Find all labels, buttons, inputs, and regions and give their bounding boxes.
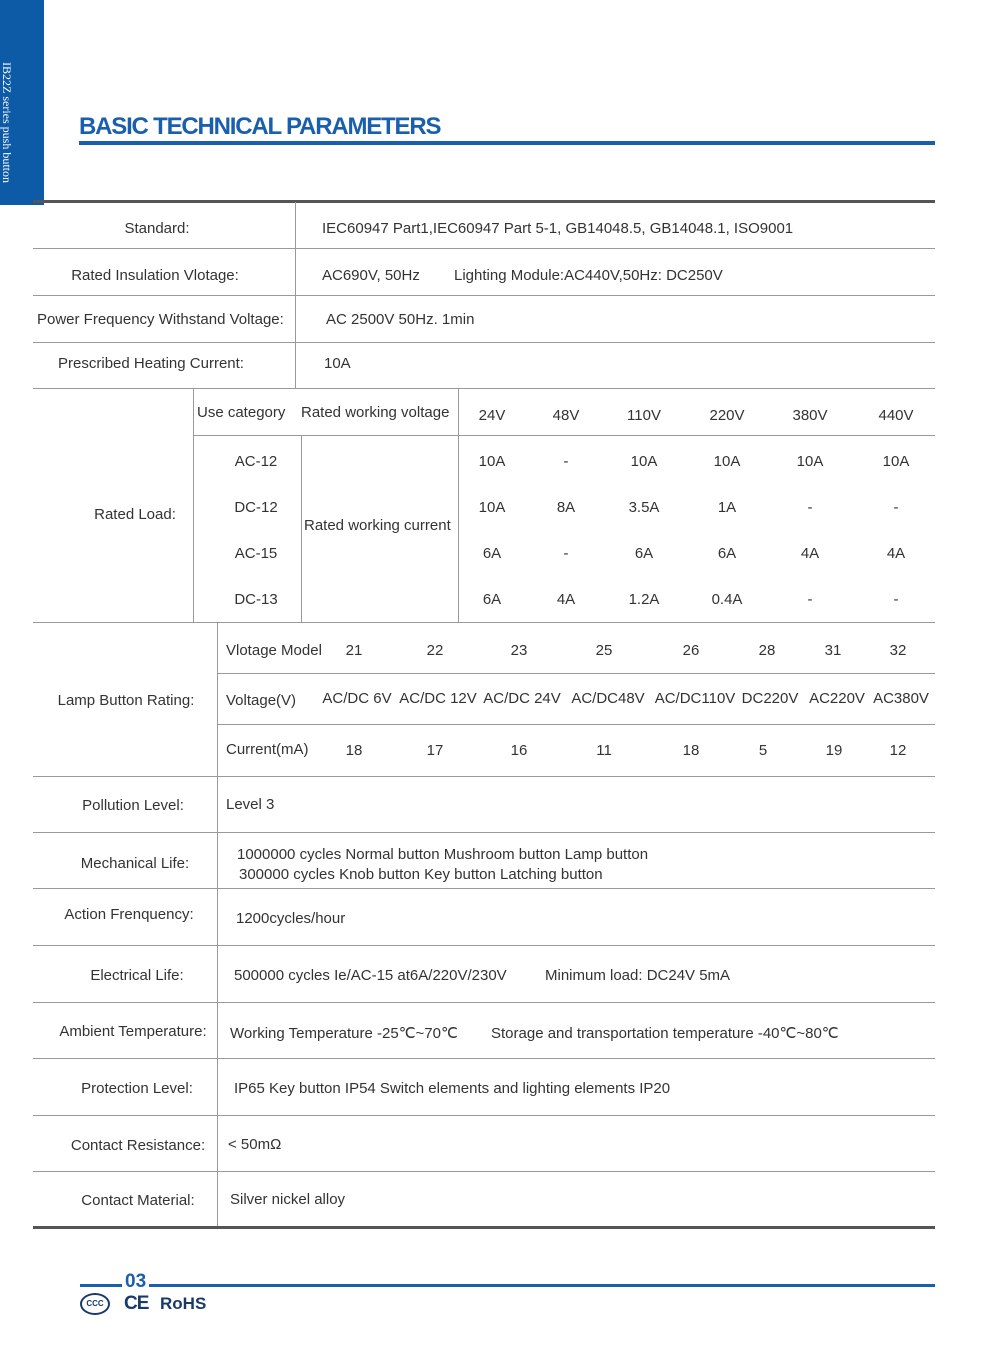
row-divider (33, 295, 935, 296)
model-cell: 25 (595, 642, 613, 659)
ambient-value: Working Temperature -25℃~70℃ (230, 1025, 458, 1042)
current-cell: 3.5A (628, 499, 660, 516)
contact-material-label: Contact Material: (81, 1192, 195, 1209)
voltage-header-cell: 110V (627, 407, 661, 424)
protection-label: Protection Level: (81, 1080, 193, 1097)
column-divider (458, 388, 459, 622)
lamp-voltage-cell: AC/DC110V (654, 690, 736, 707)
rohs-logo: RoHS (160, 1294, 207, 1313)
rated-voltage-header: Rated working voltage (301, 404, 450, 421)
mechanical-line-1: 1000000 cycles Normal button Mushroom button Lamp button (237, 846, 649, 863)
row-divider (33, 1002, 935, 1003)
lamp-current-cell: 16 (510, 742, 528, 759)
lamp-voltage-cell: AC/DC 12V (399, 690, 477, 707)
lamp-current-cell: 5 (758, 742, 768, 759)
lamp-voltage-label: Voltage(V) (226, 692, 297, 709)
electrical-value-2: Minimum load: DC24V 5mA (545, 967, 731, 984)
lamp-current-cell: 19 (825, 742, 843, 759)
use-category-header: Use category (197, 404, 286, 421)
current-cell: - (807, 499, 813, 516)
protection-value: IP65 Key button IP54 Switch elements and lighting elements IP20 (234, 1080, 671, 1097)
lamp-current-label: Current(mA) (226, 741, 309, 758)
model-cell: 26 (682, 642, 700, 659)
current-cell: 6A (634, 545, 654, 562)
insulation-value: AC690V, 50Hz (322, 267, 420, 284)
row-divider (33, 776, 935, 777)
heating-label: Prescribed Heating Current: (58, 355, 244, 372)
pollution-label: Pollution Level: (82, 797, 184, 814)
current-cell: 4A (886, 545, 906, 562)
electrical-value: 500000 cycles Ie/AC-15 at6A/220V/230V (234, 967, 507, 984)
action-label: Action Frenquency: (64, 906, 194, 923)
heating-value: 10A (324, 355, 351, 372)
model-cell: 23 (510, 642, 528, 659)
current-cell: - (807, 591, 813, 608)
current-cell: 0.4A (711, 591, 743, 608)
footer-rule (80, 1284, 935, 1287)
current-cell: 10A (478, 453, 506, 470)
row-divider (193, 435, 935, 436)
contact-resistance-label: Contact Resistance: (70, 1137, 206, 1154)
category-cell: AC-12 (234, 453, 278, 470)
current-cell: 8A (556, 499, 576, 516)
page-number: 03 (122, 1271, 149, 1293)
ccc-logo: CCC (80, 1293, 110, 1315)
column-divider (217, 622, 218, 1226)
side-label: IB22Z series push button (0, 62, 14, 183)
standard-value: IEC60947 Part1,IEC60947 Part 5-1, GB14048.5, GB14048.1, ISO9001 (322, 220, 794, 237)
title-rule (79, 141, 935, 145)
lamp-rating-label: Lamp Button Rating: (57, 692, 195, 709)
withstand-label: Power Frequency Withstand Voltage: (37, 311, 284, 328)
current-cell: 10A (478, 499, 506, 516)
current-cell: - (893, 591, 899, 608)
rated-load-label: Rated Load: (94, 506, 176, 523)
ambient-value-2: Storage and transportation temperature -40℃~80℃ (491, 1025, 839, 1042)
lamp-voltage-cell: AC220V (809, 690, 865, 707)
voltage-header-cell: 440V (878, 407, 914, 424)
rated-current-label: Rated working current (304, 517, 451, 534)
standard-label: Standard: (124, 220, 190, 237)
row-divider (33, 388, 935, 389)
action-value: 1200cycles/hour (236, 910, 346, 927)
contact-material-value: Silver nickel alloy (230, 1191, 346, 1208)
current-cell: 10A (713, 453, 741, 470)
row-divider (33, 945, 935, 946)
current-cell: 4A (800, 545, 820, 562)
current-cell: - (563, 453, 569, 470)
ce-logo: CE (124, 1293, 149, 1314)
row-divider (33, 888, 935, 889)
model-cell: 31 (824, 642, 842, 659)
contact-resistance-value: < 50mΩ (228, 1136, 282, 1153)
column-divider (301, 435, 302, 622)
current-cell: 10A (630, 453, 658, 470)
voltage-model-label: Vlotage Model (226, 642, 322, 659)
voltage-header-cell: 48V (552, 407, 580, 424)
lamp-voltage-cell: AC/DC 24V (483, 690, 561, 707)
current-cell: 10A (882, 453, 910, 470)
row-divider (33, 248, 935, 249)
current-cell: 1A (717, 499, 737, 516)
lamp-current-cell: 12 (889, 742, 907, 759)
category-cell: DC-12 (234, 499, 278, 516)
row-divider (218, 724, 935, 725)
mechanical-label: Mechanical Life: (80, 855, 190, 872)
row-divider (33, 832, 935, 833)
current-cell: 6A (482, 545, 502, 562)
page-title: BASIC TECHNICAL PARAMETERS (79, 113, 441, 140)
insulation-value-2: Lighting Module:AC440V,50Hz: DC250V (454, 267, 723, 284)
current-cell: 4A (556, 591, 576, 608)
row-divider (33, 622, 935, 623)
voltage-header-cell: 380V (792, 407, 828, 424)
lamp-current-cell: 18 (345, 742, 363, 759)
lamp-current-cell: 11 (596, 742, 612, 759)
model-cell: 21 (345, 642, 363, 659)
insulation-label: Rated Insulation Vlotage: (71, 267, 239, 284)
ambient-label: Ambient Temperature: (59, 1023, 207, 1040)
table-bottom-border (33, 1226, 935, 1229)
pollution-value: Level 3 (226, 796, 275, 813)
column-divider (295, 202, 296, 388)
table-top-border (33, 200, 935, 203)
voltage-header-cell: 220V (709, 407, 745, 424)
electrical-label: Electrical Life: (90, 967, 184, 984)
lamp-voltage-cell: AC380V (873, 690, 929, 707)
model-cell: 22 (426, 642, 444, 659)
lamp-voltage-cell: AC/DC48V (571, 690, 645, 707)
category-cell: AC-15 (234, 545, 278, 562)
lamp-voltage-cell: AC/DC 6V (322, 690, 392, 707)
current-cell: 10A (796, 453, 824, 470)
row-divider (33, 342, 935, 343)
mechanical-line-2: 300000 cycles Knob button Key button Latching button (239, 866, 603, 883)
model-cell: 32 (889, 642, 907, 659)
current-cell: - (563, 545, 569, 562)
current-cell: 1.2A (628, 591, 660, 608)
row-divider (33, 1171, 935, 1172)
row-divider (33, 1115, 935, 1116)
lamp-current-cell: 18 (682, 742, 700, 759)
row-divider (218, 673, 935, 674)
current-cell: 6A (717, 545, 737, 562)
withstand-value: AC 2500V 50Hz. 1min (326, 311, 475, 328)
column-divider (193, 388, 194, 622)
voltage-header-cell: 24V (478, 407, 506, 424)
current-cell: - (893, 499, 899, 516)
model-cell: 28 (758, 642, 776, 659)
current-cell: 6A (482, 591, 502, 608)
category-cell: DC-13 (234, 591, 278, 608)
lamp-voltage-cell: DC220V (741, 690, 799, 707)
row-divider (33, 1058, 935, 1059)
lamp-current-cell: 17 (426, 742, 444, 759)
